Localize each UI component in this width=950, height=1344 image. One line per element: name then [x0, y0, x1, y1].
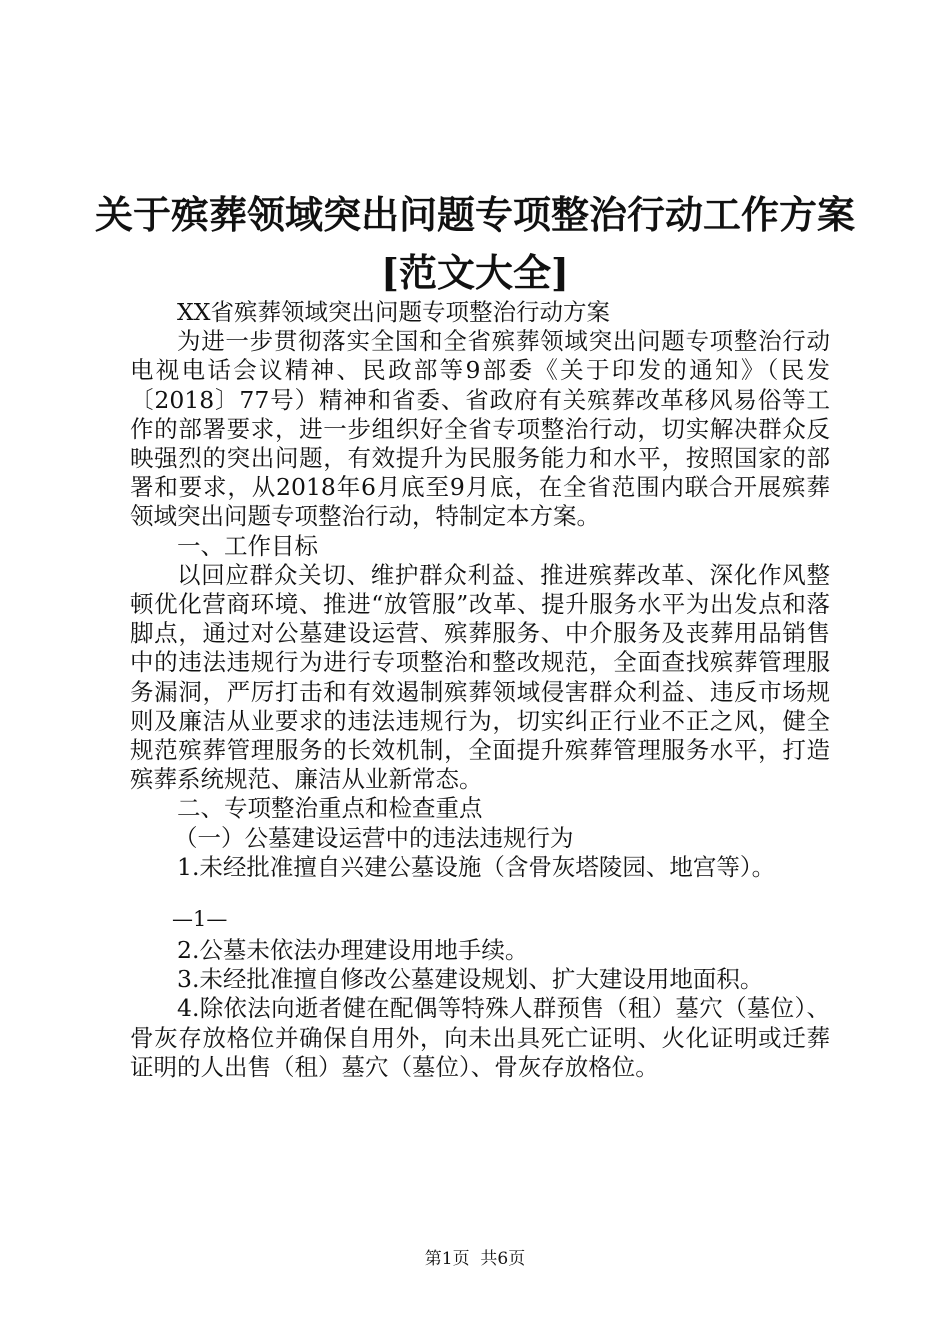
- page-footer: 第1页 共6页: [424, 1249, 526, 1269]
- document-title-suffix: [范文大全]: [381, 250, 569, 295]
- plan-heading: XX省殡葬领域突出问题专项整治行动方案: [177, 298, 610, 326]
- list-item-3: 3.未经批准擅自修改公墓建设规划、扩大建设用地面积。: [177, 965, 764, 994]
- section-heading-goals: 一、工作目标: [177, 531, 318, 560]
- section-heading-focus: 二、专项整治重点和检查重点: [177, 794, 483, 823]
- document-body: [130, 298, 830, 1082]
- goals-paragraph: 以回应群众关切、维护群众利益、推进殡葬改革、深化作风整顿优化营商环境、推进“放管服”改革、提升服务水平为出发点和落脚点，通过对公墓建设运营、殡葬服务、中介服务及丧葬用品销售中的违法违规行为进行专项整治和整改规范，全面查找殡葬管理服务漏洞，严厉打击和有效遏制殡葬领域侵害群众利益、违反市场规则及廉洁从业要求的违法违规行为，切实纠正行业不正之风，健全规范殡葬管理服务的长效机制，全面提升殡葬管理服务水平，打造殡葬系统规范、廉洁从业新常态。: [130, 560, 830, 794]
- list-item-2: 2.公墓未依法办理建设用地手续。: [177, 936, 529, 965]
- intro-paragraph: 为进一步贯彻落实全国和全省殡葬领域突出问题专项整治行动电视电话会议精神、民政部等9部委《关于印发的通知》（民发〔2018〕77号）精神和省委、省政府有关殡葬改革移风易俗等工作的部署要求，进一步组织好全省专项整治行动，切实解决群众反映强烈的突出问题，有效提升为民服务能力和水平，按照国家的部署和要求，从2018年6月底至9月底，在全省范围内联合开展殡葬领域突出问题专项整治行动，特制定本方案。: [130, 327, 830, 531]
- page-marker: —1—: [172, 907, 228, 932]
- document-title: 关于殡葬领域突出问题专项整治行动工作方案: [94, 192, 855, 237]
- subsection-heading: （一）公墓建设运营中的违法违规行为: [174, 823, 574, 852]
- list-item-1: 1.未经批准擅自兴建公墓设施（含骨灰塔陵园、地宫等）。: [177, 852, 776, 881]
- list-item-4: 4.除依法向逝者健在配偶等特殊人群预售（租）墓穴（墓位）、骨灰存放格位并确保自用外，向未出具死亡证明、火化证明或迁葬证明的人出售（租）墓穴（墓位）、骨灰存放格位。: [130, 994, 830, 1081]
